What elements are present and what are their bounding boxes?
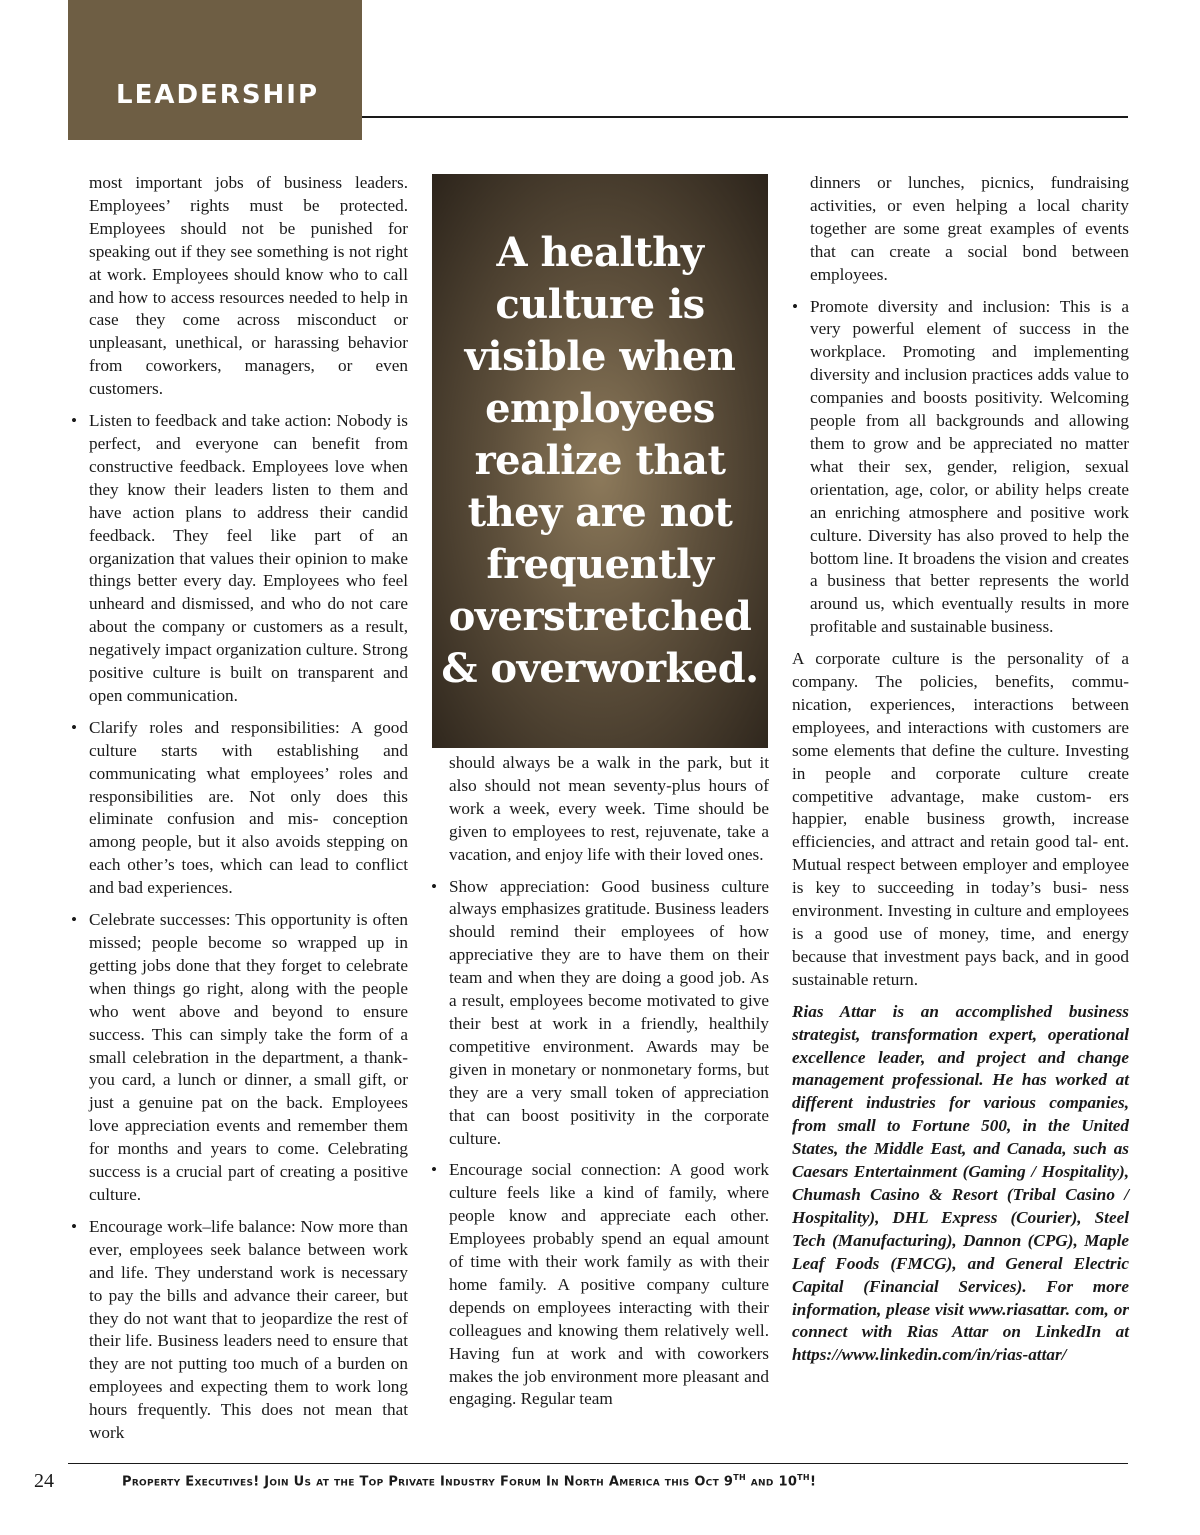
- footer-promo-text-2: and 10: [745, 1474, 798, 1490]
- header-rule: [362, 116, 1128, 118]
- column-3-continuation: dinners or lunches, picnics, fundraising activities, or even helping a local charity together are some great examples of events that can create a social bond between employees.: [810, 173, 1129, 284]
- column-3: [792, 172, 1129, 1376]
- bullet-celebrate-successes: • Celebrate successes: This opportunity is often missed; people become so wrapped up in getting jobs done that they forget to celebrate when things go right, along with the people who went above and beyond to ensure success. This can simply take the form of a small celebration in the department, a thank-you card, a lunch or dinner, a small gift, or just a genuine pat on the back. Employees love appreciation events and remember them for months and years to come. Celebrating success is a crucial part of creating a positive culture.: [68, 909, 408, 1207]
- footer-superscript-2: TH: [797, 1473, 810, 1482]
- section-label: LEADERSHIP: [116, 80, 320, 110]
- corporate-culture-paragraph: A corporate culture is the personality of a company. The policies, benefits, commu- nication, experiences, interactions between employees, and interactions with customers are some elements that define the culture. Investing in people and corporate culture create competitive advantage, make custom- ers happier, enable business growth, increase efficiencies, and attract and retain good tal- ent. Mutual respect between employer and employee is key to succeeding in today’s busi- ness environment. Investing in culture and employees is a good use of money, time, and energy because that investment pays back, and in good sustainable return.: [792, 649, 1129, 989]
- section-tab: [68, 0, 362, 140]
- footer-promo-text-3: !: [809, 1474, 817, 1490]
- column-1-continuation: most important jobs of business leaders. Employees’ rights must be protected. Employees should not be punished for speaking out if they see something is not right at work. Employees should know who to call and how to access resources needed to help in case they come across misconduct or unpleasant, unethical, or harassing behavior from coworkers, managers, or even customers.: [89, 173, 408, 399]
- column-3-bullet-list: [792, 296, 1129, 640]
- author-bio: Rias Attar is an accomplished business strategist, transformation expert, operational excellence leader, and project and change management professional. He has worked at different industries for various companies, from small to Fortune 500, in the United States, the Middle East, and Canada, such as Caesars Entertainment (Gaming / Hospitality), Chumash Casino & Resort (Tribal Casino / Hospitality), DHL Express (Courier), Steel Tech (Manufacturing), Dannon (CPG), Maple Leaf Foods (FMCG), and General Electric Capital (Financial Services). For more information, please visit www.riasattar. com, or connect with Rias Attar on LinkedIn at https://www.linkedin.com/in/rias-attar/: [792, 1001, 1129, 1365]
- footer-promo: [122, 1473, 1074, 1489]
- bullet-diversity-inclusion: • Promote diversity and inclusion: This is a very powerful element of success in the workplace. Promoting and implementing diversity and inclusion practices adds value to companies and boosts positivity. Welcoming people from all backgrounds and allowing them to grow and be appreciated no matter what their sex, gender, religion, sexual orientation, age, color, or ability helps create an enriching atmosphere and positive work culture. Diversity has also proved to help the bottom line. It broadens the vision and creates a business that better represents the world around us, which eventually results in more profitable and sustainable business.: [792, 296, 1129, 640]
- bullet-clarify-roles: • Clarify roles and responsibilities: A good culture starts with establishing and communicating what employees’ roles and responsibilities are. Not only does this eliminate confusion and mis- conception among people, but it also avoids stepping on each other’s toes, which can lead to conflict and bad experiences.: [68, 717, 408, 900]
- bullet-show-appreciation: • Show appreciation: Good business culture always emphasizes gratitude. Business leaders should remind their employees of how appreciative they are to have them on their team and when they are doing a good job. As a result, employees become motivated to give their best at work in a friendly, healthily competitive environment. Awards may be given in monetary or nonmonetary forms, but they are a very small token of appreciation that can boost positivity in the corporate culture.: [428, 876, 769, 1151]
- pull-quote-text: A healthy culture is visible when employees realize that they are not frequently overstretched & overworked.: [441, 229, 759, 692]
- footer-superscript-1: TH: [733, 1473, 746, 1482]
- bullet-work-life-balance: • Encourage work–life balance: Now more than ever, employees seek balance between work and life. They understand work is necessary to pay the bills and advance their career, but they do not want that to jeopardize the rest of their life. Business leaders need to ensure that they are not putting too much of a burden on employees and expecting them to work long hours frequently. This does not mean that work: [68, 1216, 408, 1445]
- bullet-social-connection: • Encourage social connection: A good work culture feels like a kind of family, where people know and appreciate each other. Employees probably spend an equal amount of time with their work family as with their home family. A positive company culture depends on employees interacting with their colleagues and knowing them relatively well. Having fun at work and with coworkers makes the job environment more pleasant and engaging. Regular team: [428, 1159, 769, 1411]
- column-1: [68, 172, 408, 1454]
- column-2: [428, 752, 769, 1420]
- column-1-bullet-list: [68, 410, 408, 1445]
- pull-quote: [432, 174, 768, 748]
- footer-rule: [68, 1463, 1128, 1464]
- column-2-continuation: should always be a walk in the park, but it also should not mean seventy-plus hours of work a week, every week. Time should be given to employees to rest, rejuvenate, take a vacation, and enjoy life with their loved ones.: [449, 753, 769, 864]
- bullet-listen-to-feedback: • Listen to feedback and take action: Nobody is perfect, and everyone can benefit from constructive feedback. Employees love when they know their leaders listen to them and have action plans to address their candid feedback. They feel like part of an organization that values their opinion to make things better every day. Employees who feel unheard and dismissed, and who do not care about the company or customers as a result, negatively impact organization culture. Strong positive culture is built on transparent and open communication.: [68, 410, 408, 708]
- page-number: 24: [34, 1470, 54, 1492]
- column-2-bullet-list: [428, 876, 769, 1412]
- footer-promo-text: Property Executives! Join Us at the Top Private Industry Forum In North America this Oct 9: [122, 1474, 734, 1490]
